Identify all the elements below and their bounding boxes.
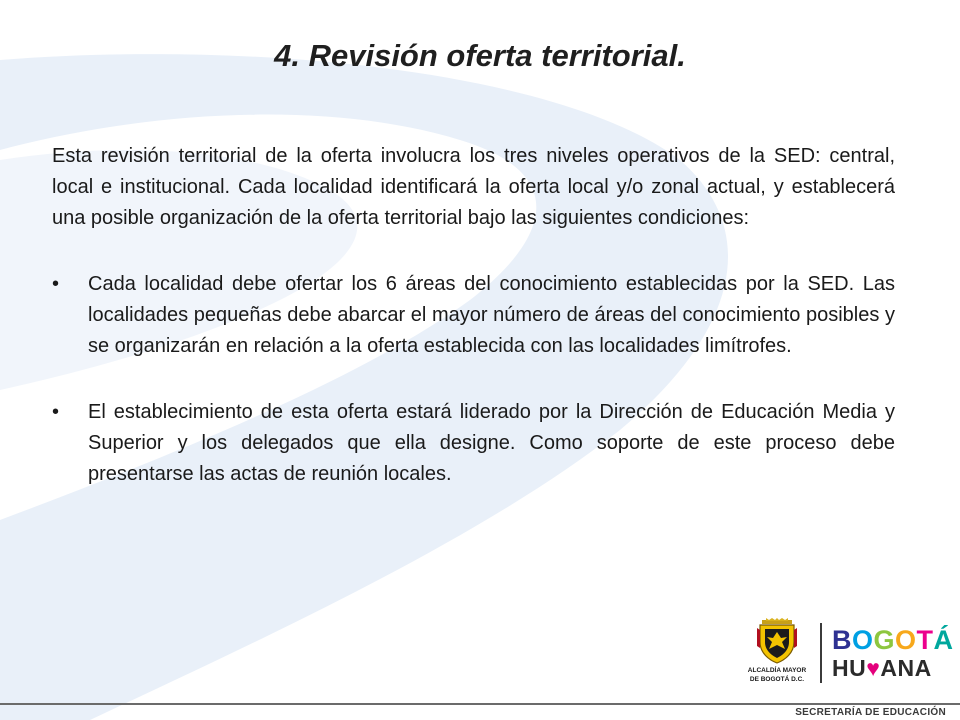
- list-item-text: Cada localidad debe ofertar los 6 áreas del conocimiento establecidas por la SED. Las localidades pequeñas debe abarcar el mayor número de áreas del conocimiento posibles y se organizarán en relación a la oferta establecida con las localidades limítrofes.: [88, 273, 895, 357]
- bullet-icon: •: [52, 273, 60, 295]
- slide-title: 4. Revisión oferta territorial.: [274, 38, 686, 73]
- alcaldia-logo: [744, 618, 810, 688]
- bogota-humana-logo-bottom: [832, 655, 932, 681]
- humana-suffix: ANA: [880, 655, 932, 681]
- coat-of-arms-icon: [754, 618, 800, 664]
- bogota-letter: T: [916, 625, 934, 655]
- alcaldia-name-line2: DE BOGOTÁ D.C.: [749, 676, 805, 683]
- institution-logos: [744, 618, 954, 688]
- heart-icon: ♥: [866, 655, 881, 681]
- footer-label: SECRETARÍA DE EDUCACIÓN: [795, 707, 946, 718]
- list-item-text: El establecimiento de esta oferta estará liderado por la Dirección de Educación Media y Superior y los delegados que ella designe. Como soporte de este proceso debe presentarse las actas de reunión locales.: [88, 401, 895, 485]
- bogota-letter: O: [895, 625, 917, 655]
- footer-divider: [0, 703, 960, 705]
- list-item: [52, 397, 895, 490]
- intro-paragraph: Esta revisión territorial de la oferta involucra los tres niveles operativos de la SED: central, local e institucional. Cada localidad identificará la oferta local y/o zonal actual, y establecerá una posible organización de la oferta territorial bajo las siguientes condiciones:: [52, 145, 895, 229]
- humana-prefix: HU: [832, 655, 867, 681]
- bogota-letter: G: [873, 625, 896, 655]
- slide-body: [52, 141, 895, 525]
- bullet-icon: •: [52, 401, 60, 423]
- bogota-letter: Á: [933, 625, 954, 655]
- alcaldia-name-line1: ALCALDÍA MAYOR: [747, 667, 807, 674]
- list-item: [52, 269, 895, 362]
- bogota-letter: B: [832, 625, 852, 655]
- condition-list: [52, 269, 895, 490]
- bogota-humana-logo-top: [832, 626, 954, 654]
- logo-divider: [820, 623, 822, 683]
- bogota-letter: O: [852, 625, 874, 655]
